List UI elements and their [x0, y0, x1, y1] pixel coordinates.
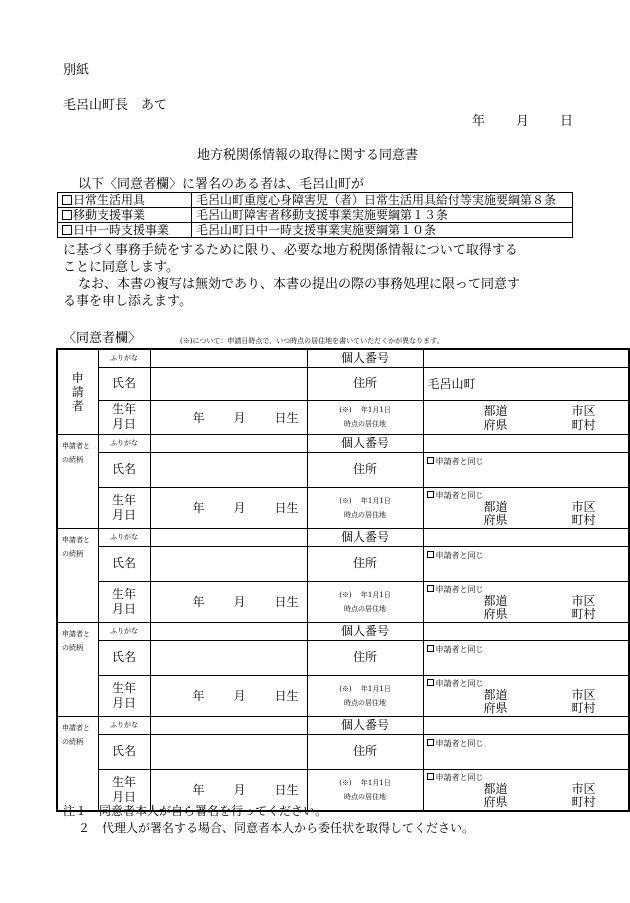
- addressee: 毛呂山町長 あて: [63, 98, 168, 113]
- service-row: [58, 208, 573, 223]
- furigana-field[interactable]: [150, 716, 307, 734]
- applicant-label-cell: [57, 349, 98, 434]
- address-label: 住所: [307, 640, 423, 675]
- address-field[interactable]: 申請者と同じ: [423, 546, 629, 581]
- consent-table: [56, 348, 630, 812]
- service-row: [58, 193, 573, 208]
- section-note: (※)について：申請日時点で、いつ時点の居住地を書いていただくかが異なります。: [180, 337, 444, 345]
- service-basis: 毛呂山町日中一時支援事業実施要綱第１０条: [192, 223, 573, 238]
- checkbox[interactable]: [427, 645, 434, 652]
- relation-label-cell: 申請者と の続柄: [57, 528, 98, 622]
- service-basis: 毛呂山町重度心身障害児（者）日常生活用具給付等実施要綱第８条: [192, 193, 573, 208]
- residence-field[interactable]: 都道 府県 市区 町村: [423, 400, 629, 434]
- checkbox[interactable]: [427, 457, 434, 464]
- name-label: 氏名: [98, 452, 150, 487]
- furigana-label: ふりがな: [98, 622, 150, 640]
- residence-note: (※) 年1月1日 時点の居住地: [307, 400, 423, 434]
- residence-field[interactable]: 申請者と同じ 都道 府県 市区 町村: [423, 769, 629, 811]
- address-label: 住所: [307, 367, 423, 400]
- mynumber-field[interactable]: [423, 528, 629, 546]
- residence-note: (※) 年1月1日 時点の居住地: [307, 769, 423, 811]
- furigana-label: ふりがな: [98, 434, 150, 452]
- checkbox[interactable]: [427, 551, 434, 558]
- name-field[interactable]: [150, 640, 307, 675]
- birthdate-field[interactable]: 年 月 日生: [150, 400, 307, 434]
- mynumber-label: 個人番号: [307, 716, 423, 734]
- checkbox[interactable]: [427, 739, 434, 746]
- name-field[interactable]: [150, 546, 307, 581]
- furigana-label: ふりがな: [98, 716, 150, 734]
- checkbox[interactable]: [62, 225, 72, 235]
- address-field[interactable]: 申請者と同じ: [423, 640, 629, 675]
- birth-label: 生年 月日: [98, 487, 150, 528]
- furigana-field[interactable]: [150, 349, 307, 367]
- mynumber-label: 個人番号: [307, 349, 423, 367]
- attachment-label: 別紙: [63, 63, 90, 78]
- address-label: 住所: [307, 546, 423, 581]
- furigana-label: ふりがな: [98, 528, 150, 546]
- name-field[interactable]: [150, 367, 307, 400]
- address-field[interactable]: 申請者と同じ: [423, 734, 629, 769]
- relation-label-cell: 申請者と の続柄: [57, 622, 98, 716]
- residence-note: (※) 年1月1日 時点の居住地: [307, 487, 423, 528]
- furigana-label: ふりがな: [98, 349, 150, 367]
- name-field[interactable]: [150, 734, 307, 769]
- residence-field[interactable]: 申請者と同じ 都道 府県 市区 町村: [423, 487, 629, 528]
- mynumber-field[interactable]: [423, 349, 629, 367]
- mynumber-field[interactable]: [423, 434, 629, 452]
- relation-label-cell: 申請者と の続柄: [57, 716, 98, 811]
- residence-field[interactable]: 申請者と同じ 都道 府県 市区 町村: [423, 581, 629, 622]
- birthdate-field[interactable]: 年 月 日生: [150, 581, 307, 622]
- service-name: 日常生活用具: [73, 193, 146, 207]
- service-row: [58, 223, 573, 238]
- checkbox[interactable]: [427, 773, 434, 780]
- mynumber-label: 個人番号: [307, 434, 423, 452]
- mynumber-label: 個人番号: [307, 528, 423, 546]
- mynumber-field[interactable]: [423, 622, 629, 640]
- note-1: 注１ 同意者本人が自ら署名を行ってください。: [63, 804, 328, 818]
- mynumber-label: 個人番号: [307, 622, 423, 640]
- paragraph-line: る事を申し添えます。: [63, 294, 192, 309]
- relation-label-cell: 申請者と の続柄: [57, 434, 98, 528]
- checkbox[interactable]: [427, 679, 434, 686]
- birth-label: 生年 月日: [98, 675, 150, 716]
- address-label: 住所: [307, 734, 423, 769]
- checkbox[interactable]: [427, 491, 434, 498]
- paragraph-line: ことに同意します。: [63, 260, 179, 275]
- date-year: 年: [472, 114, 486, 129]
- furigana-field[interactable]: [150, 622, 307, 640]
- birthdate-field[interactable]: 年 月 日生: [150, 769, 307, 811]
- service-name: 移動支援事業: [73, 208, 146, 222]
- birth-label: 生年 月日: [98, 769, 150, 811]
- applicant-label: 申請者: [71, 370, 84, 413]
- paragraph-line: に基づく事務手続をするために限り、必要な地方税関係情報について取得する: [63, 243, 518, 258]
- residence-field[interactable]: 申請者と同じ 都道 府県 市区 町村: [423, 675, 629, 716]
- birth-label: 生年 月日: [98, 400, 150, 434]
- paragraph-line: なお、本書の複写は無効であり、本書の提出の際の事務処理に限って同意す: [78, 277, 521, 292]
- name-label: 氏名: [98, 546, 150, 581]
- birthdate-field[interactable]: 年 月 日生: [150, 487, 307, 528]
- note-2: ２ 代理人が署名する場合、同意者本人から委任状を取得してください。: [78, 821, 475, 835]
- checkbox[interactable]: [62, 210, 72, 220]
- name-label: 氏名: [98, 734, 150, 769]
- furigana-field[interactable]: [150, 434, 307, 452]
- name-label: 氏名: [98, 640, 150, 675]
- address-field[interactable]: 申請者と同じ: [423, 452, 629, 487]
- address-label: 住所: [307, 452, 423, 487]
- checkbox[interactable]: [427, 585, 434, 592]
- date-day: 日: [560, 114, 574, 129]
- name-label: 氏名: [98, 367, 150, 400]
- name-field[interactable]: [150, 452, 307, 487]
- intro-text: 以下〈同意者欄〉に署名のある者は、毛呂山町が: [78, 177, 365, 192]
- section-title: 〈同意者欄〉: [63, 331, 142, 346]
- checkbox[interactable]: [62, 195, 72, 205]
- furigana-field[interactable]: [150, 528, 307, 546]
- document-title: 地方税関係情報の取得に関する同意書: [197, 148, 419, 163]
- service-name: 日中一時支援事業: [73, 223, 170, 237]
- service-table: [57, 192, 573, 238]
- birthdate-field[interactable]: 年 月 日生: [150, 675, 307, 716]
- mynumber-field[interactable]: [423, 716, 629, 734]
- date-month: 月: [516, 114, 530, 129]
- residence-note: (※) 年1月1日 時点の居住地: [307, 581, 423, 622]
- birth-label: 生年 月日: [98, 581, 150, 622]
- address-town[interactable]: 毛呂山町: [423, 367, 629, 400]
- residence-note: (※) 年1月1日 時点の居住地: [307, 675, 423, 716]
- service-basis: 毛呂山町障害者移動支援事業実施要綱第１３条: [192, 208, 573, 223]
